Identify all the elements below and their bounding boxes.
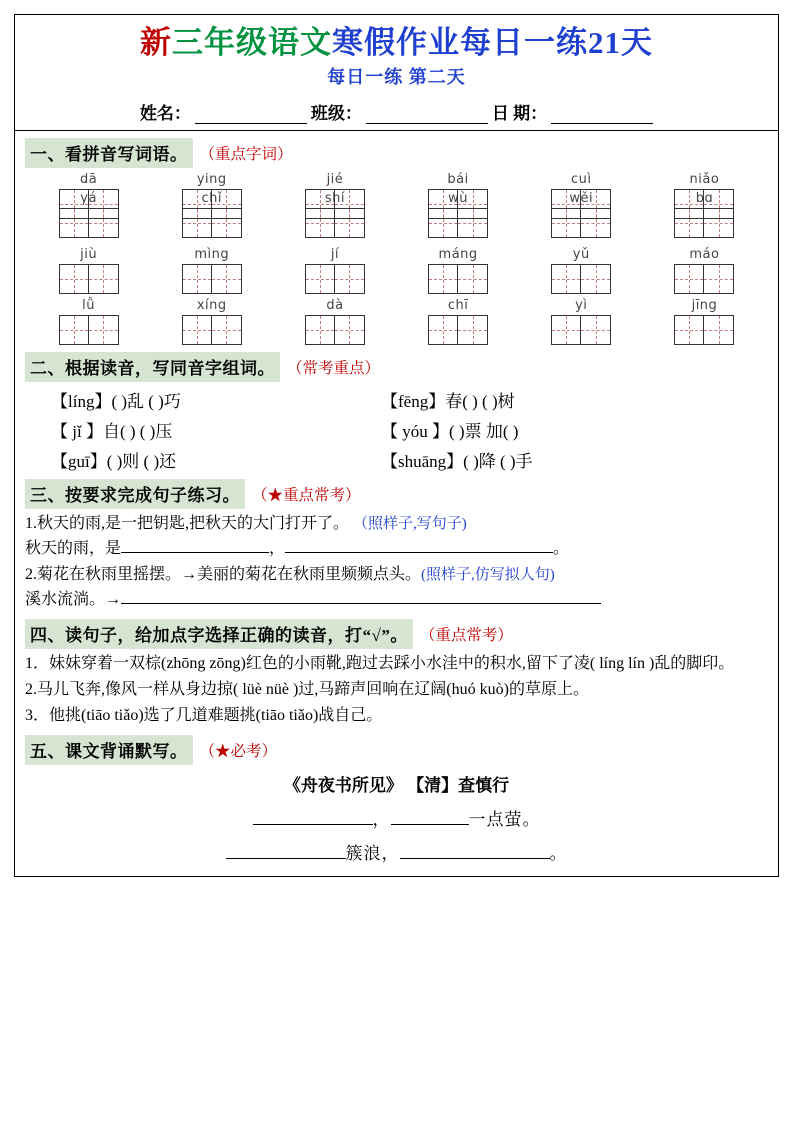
homophone-right: 【shuāng】( )降 ( )手 [381, 451, 533, 471]
pinyin-text: mìng [194, 246, 230, 262]
name-input[interactable] [195, 108, 307, 124]
tianzi-cell[interactable] [335, 264, 365, 294]
tianzi-cell[interactable] [581, 208, 611, 238]
pinyin-item [397, 247, 520, 294]
class-input[interactable] [366, 108, 488, 124]
tianzi-pair[interactable] [182, 264, 242, 294]
pinyin-item [643, 247, 766, 294]
question-4-3[interactable]: 3．他挑(tiāo tiǎo)选了几道难题挑(tiāo tiǎo)战自己。 [25, 706, 383, 724]
pinyin-text: wěi [569, 190, 594, 206]
homophone-left: 【guī】( )则 ( )还 [51, 451, 177, 471]
pinyin-text: chī [447, 297, 469, 313]
class-label: 班级： [310, 103, 362, 123]
pinyin-text: máo [689, 246, 720, 262]
tianzi-cell[interactable] [581, 315, 611, 345]
section-1 [15, 138, 778, 168]
pinyin-item [273, 247, 396, 294]
student-info-row [15, 91, 778, 131]
pinyin-text: jí [330, 246, 340, 262]
tianzi-pair[interactable] [551, 264, 611, 294]
poem-line-2-mid: 簇浪， [345, 843, 400, 863]
section-2-header [25, 352, 768, 382]
tianzi-cell[interactable] [212, 208, 242, 238]
tianzi-cell[interactable] [305, 315, 335, 345]
tianzi-cell[interactable] [182, 264, 212, 294]
tianzi-cell[interactable] [182, 315, 212, 345]
answer-blank[interactable] [121, 588, 601, 604]
pinyin-item [150, 298, 273, 345]
answer-3-1[interactable] [25, 537, 768, 560]
section-1-title: 一、看拼音写词语。 [25, 138, 193, 168]
question-3-2-note: (照样子,仿写拟人句) [421, 566, 555, 583]
tianzi-pair[interactable] [305, 315, 365, 345]
poem-line-2-tail: 。 [549, 843, 568, 863]
question-3-1 [25, 512, 768, 536]
homophone-left: 【 jǐ 】自( ) ( )压 [51, 421, 173, 441]
tianzi-cell[interactable] [212, 264, 242, 294]
pinyin-text: yì [575, 297, 588, 313]
question-4-2[interactable]: 2.马儿飞奔,像风一样从身边掠( lüè nüè )过,马蹄声回响在辽阔(huó kuò)的草原上。 [25, 680, 589, 698]
tianzi-pair[interactable] [182, 315, 242, 345]
tianzi-pair[interactable] [428, 264, 488, 294]
poem-blank[interactable] [226, 843, 346, 859]
pinyin-text: shí [324, 190, 345, 206]
pinyin-item [520, 298, 643, 345]
pinyin-text: jiù [80, 246, 98, 262]
pinyin-item [273, 298, 396, 345]
section-5-title: 五、课文背诵默写。 [25, 735, 193, 765]
title-part-3: 寒假作业每日一练21天 [332, 25, 653, 60]
homophone-right: 【fēng】春( ) ( )树 [381, 391, 515, 411]
pinyin-item [397, 298, 520, 345]
tianzi-cell[interactable] [458, 208, 488, 238]
tianzi-pair[interactable] [674, 264, 734, 294]
section-5-note: （★必考） [199, 742, 278, 760]
tianzi-pair[interactable] [551, 208, 611, 238]
homophone-right: 【 yóu 】( )票 加( ) [381, 421, 519, 441]
tianzi-pair[interactable] [674, 208, 734, 238]
section-3 [15, 479, 778, 612]
tianzi-cell[interactable] [428, 315, 458, 345]
tianzi-cell[interactable] [458, 264, 488, 294]
pinyin-text: dà [326, 297, 344, 313]
question-3-2-text: 2.菊花在秋雨里摇摆。→美丽的菊花在秋雨里频频点头。 [25, 565, 422, 583]
period-1: 。 [553, 540, 570, 558]
pinyin-grid-block [15, 172, 778, 345]
tianzi-cell[interactable] [674, 315, 704, 345]
tianzi-pair[interactable] [428, 315, 488, 345]
title-part-2: 三年级语文 [172, 25, 332, 60]
poem-comma: ， [372, 809, 391, 829]
tianzi-cell[interactable] [551, 264, 581, 294]
pinyin-text: bɑ [695, 190, 714, 206]
pinyin-text: máng [438, 246, 478, 262]
tianzi-pair[interactable] [59, 208, 119, 238]
title-block [15, 15, 778, 91]
tianzi-pair[interactable] [305, 264, 365, 294]
tianzi-cell[interactable] [59, 315, 89, 345]
tianzi-cell[interactable] [182, 208, 212, 238]
poem-line-1[interactable] [25, 805, 768, 830]
pinyin-text: cuì [571, 171, 592, 187]
comma-1: ， [269, 540, 286, 558]
pinyin-text: yǔ [572, 246, 590, 262]
poem-title: 《舟夜书所见》 【清】查慎行 [283, 775, 510, 795]
tianzi-cell[interactable] [704, 315, 734, 345]
poem-blank[interactable] [391, 809, 469, 825]
pinyin-text: bái [447, 171, 469, 187]
pinyin-row-3 [27, 247, 766, 294]
section-2 [15, 352, 778, 472]
tianzi-cell[interactable] [212, 315, 242, 345]
section-5-header [25, 735, 768, 765]
tianzi-cell[interactable] [674, 208, 704, 238]
pinyin-item [27, 247, 150, 294]
date-label: 日 期： [491, 103, 548, 123]
tianzi-cell[interactable] [704, 264, 734, 294]
question-3-1-text: 1.秋天的雨,是一把钥匙,把秋天的大门打开了。 [25, 514, 350, 532]
pinyin-row-4 [27, 298, 766, 345]
tianzi-pair[interactable] [428, 208, 488, 238]
section-2-note: （常考重点） [287, 359, 381, 377]
poem-line-1-tail: 一点萤。 [468, 809, 541, 829]
page-title [15, 25, 778, 61]
section-2-title: 二、根据读音，写同音字组词。 [25, 352, 280, 382]
title-part-1: 新 [140, 25, 172, 60]
pinyin-text: jié [326, 171, 344, 187]
tianzi-cell[interactable] [89, 315, 119, 345]
tianzi-cell[interactable] [428, 208, 458, 238]
pinyin-text: xíng [196, 297, 227, 313]
section-4-header [25, 619, 768, 649]
tianzi-pair[interactable] [59, 315, 119, 345]
section-4-note: （重点常考） [419, 626, 513, 644]
tianzi-cell[interactable] [551, 208, 581, 238]
answer-blank[interactable] [121, 537, 269, 553]
page-subtitle: 每日一练 第二天 [327, 66, 466, 87]
tianzi-cell[interactable] [428, 264, 458, 294]
section-4 [15, 619, 778, 728]
answer-3-1-prefix: 秋天的雨，是 [25, 540, 122, 558]
homophone-row[interactable] [25, 387, 768, 412]
homophone-left: 【líng】( )乱 ( )巧 [51, 391, 181, 411]
tianzi-pair[interactable] [674, 315, 734, 345]
question-3-2 [25, 563, 768, 587]
pinyin-text: lǚ [82, 297, 96, 313]
pinyin-row-2 [27, 191, 766, 238]
section-1-note: （重点字词） [199, 145, 293, 163]
poem-blank[interactable] [400, 843, 550, 859]
pinyin-text: chǐ [201, 190, 222, 206]
pinyin-text: wù [448, 190, 469, 206]
tianzi-cell[interactable] [335, 208, 365, 238]
tianzi-cell[interactable] [458, 315, 488, 345]
pinyin-item [520, 247, 643, 294]
tianzi-cell[interactable] [551, 315, 581, 345]
tianzi-cell[interactable] [335, 315, 365, 345]
tianzi-pair[interactable] [305, 208, 365, 238]
tianzi-cell[interactable] [674, 264, 704, 294]
homophone-row[interactable] [25, 447, 768, 472]
name-label: 姓名： [139, 103, 191, 123]
pinyin-text: ying [196, 171, 227, 187]
section-3-header [25, 479, 768, 509]
tianzi-cell[interactable] [704, 208, 734, 238]
tianzi-cell[interactable] [89, 264, 119, 294]
pinyin-text: jīng [691, 297, 718, 313]
answer-3-2[interactable] [25, 588, 768, 611]
tianzi-pair[interactable] [59, 264, 119, 294]
question-3-1-note: （照样子,写句子) [353, 515, 467, 532]
date-input[interactable] [551, 108, 653, 124]
pinyin-text: yá [80, 190, 97, 206]
section-3-title: 三、按要求完成句子练习。 [25, 479, 245, 509]
tianzi-pair[interactable] [551, 315, 611, 345]
pinyin-text: niǎo [689, 171, 720, 187]
tianzi-cell[interactable] [305, 264, 335, 294]
worksheet-sheet [14, 14, 779, 877]
tianzi-cell[interactable] [59, 264, 89, 294]
section-3-note: （★重点常考） [252, 486, 361, 504]
question-4-1[interactable]: 1．妹妹穿着一双棕(zhōng zōng)红色的小雨靴,跑过去踩小水洼中的积水,留下了凌( líng lín )乱的脚印。 [25, 654, 735, 672]
pinyin-text: dā [79, 171, 98, 187]
poem-line-2[interactable] [25, 839, 768, 864]
tianzi-cell[interactable] [89, 208, 119, 238]
section-4-title: 四、读句子，给加点字选择正确的读音，打“√”。 [25, 619, 413, 649]
tianzi-cell[interactable] [581, 264, 611, 294]
pinyin-item [27, 298, 150, 345]
tianzi-pair[interactable] [182, 208, 242, 238]
tianzi-cell[interactable] [59, 208, 89, 238]
pinyin-item [643, 298, 766, 345]
pinyin-item [150, 247, 273, 294]
answer-3-2-prefix: 溪水流淌。→ [25, 591, 122, 609]
section-1-header [25, 138, 768, 168]
answer-blank[interactable] [285, 537, 553, 553]
tianzi-cell[interactable] [305, 208, 335, 238]
poem-blank[interactable] [253, 809, 373, 825]
homophone-row[interactable] [25, 417, 768, 442]
section-5 [15, 735, 778, 864]
